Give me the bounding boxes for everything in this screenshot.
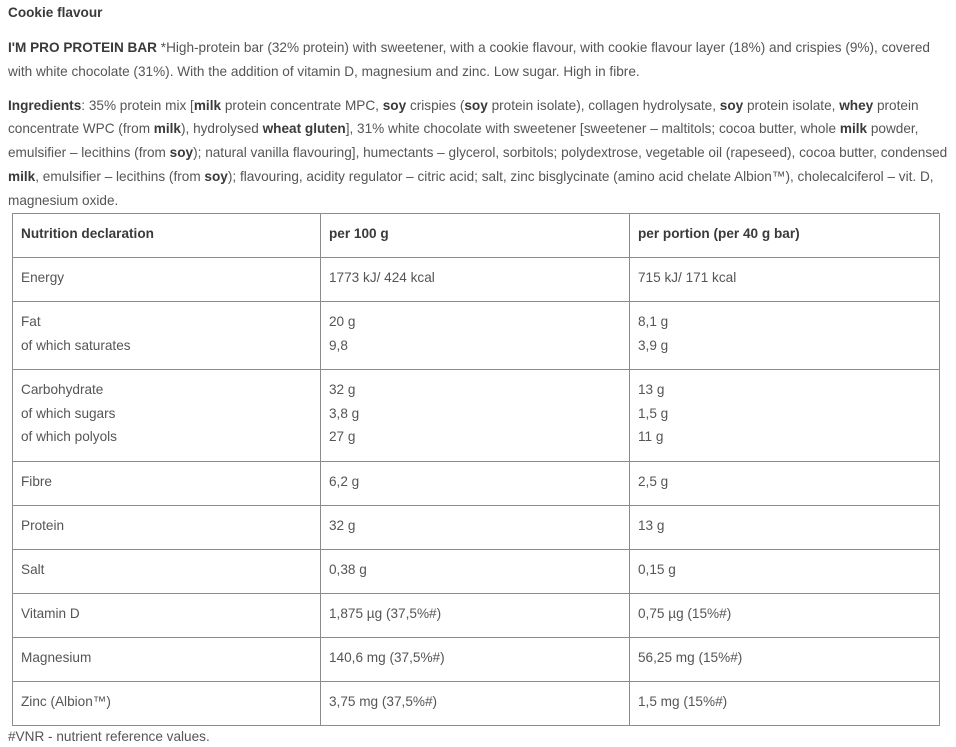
nutrient-label: Magnesium bbox=[21, 650, 92, 665]
ingredients-text: crispies ( bbox=[406, 97, 465, 113]
per-100g-value: 3,75 mg (37,5%#) bbox=[329, 694, 438, 709]
per-portion-value: 3,9 g bbox=[638, 337, 669, 353]
nutrition-row bbox=[13, 302, 940, 370]
per-portion-value: 11 g bbox=[638, 429, 664, 445]
per-100g-cell bbox=[321, 638, 630, 682]
nutrition-row bbox=[13, 462, 940, 506]
ingredients-text: ); flavouring, acidity regulator – citric acid; salt, zinc bisglycinate (amino acid chelate Albion™), cholecalciferol – vit. D, magnesium oxide. bbox=[8, 168, 934, 208]
allergen-highlight: soy bbox=[464, 97, 488, 113]
ingredients-label: Ingredients bbox=[8, 97, 82, 113]
nutrient-label: Zinc (Albion™) bbox=[21, 694, 111, 709]
per-100g-value: 1773 kJ/ 424 kcal bbox=[329, 270, 435, 285]
per-portion-cell bbox=[630, 258, 940, 302]
nutrient-label: Carbohydrate bbox=[21, 382, 104, 397]
per-portion-value: 0,15 g bbox=[638, 562, 676, 577]
nutrition-body bbox=[13, 258, 940, 726]
nutrient-label-cell bbox=[13, 258, 321, 302]
ingredients-text: powder, emulsifier – lecithins (from bbox=[8, 121, 919, 161]
nutrition-row bbox=[13, 370, 940, 462]
ingredients-text: ], 31% white chocolate with sweetener [sweetener – maltitols; cocoa butter, whole bbox=[345, 121, 840, 137]
per-portion-value: 1,5 g bbox=[638, 405, 669, 421]
nutrient-label-cell bbox=[13, 462, 321, 506]
per-100g-value: 3,8 g bbox=[329, 405, 360, 421]
allergen-highlight: soy bbox=[719, 97, 744, 113]
per-portion-value: 13 g bbox=[638, 518, 665, 533]
ingredients-text: protein concentrate MPC, bbox=[221, 97, 383, 113]
ingredients-text: protein isolate, bbox=[743, 97, 840, 113]
product-description-text: *High-protein bar (32% protein) with sweetener, with a cookie flavour, with cookie flavour layer (18%) and crispies (9%), covered with white chocolate (31%). With the addition of vitamin D, magnesium and zinc. Low sugar. High in fibre. bbox=[8, 40, 930, 79]
allergen-highlight: soy bbox=[169, 145, 194, 161]
nutrient-label-cell bbox=[13, 506, 321, 550]
header-nutrition-declaration: Nutrition declaration bbox=[13, 214, 321, 258]
ingredients-text: : 35% protein mix [ bbox=[81, 97, 194, 113]
ingredients-text: ), hydrolysed bbox=[181, 121, 263, 137]
per-100g-cell bbox=[321, 302, 630, 370]
nutrient-label-cell bbox=[13, 594, 321, 638]
allergen-highlight: whey bbox=[839, 97, 874, 113]
nutrient-label: Vitamin D bbox=[21, 606, 80, 621]
per-100g-value: 20 g bbox=[329, 314, 356, 329]
ingredients-body bbox=[8, 98, 947, 208]
per-100g-cell bbox=[321, 258, 630, 302]
allergen-highlight: milk bbox=[193, 97, 222, 113]
per-100g-cell bbox=[321, 550, 630, 594]
per-portion-value: 2,5 g bbox=[638, 474, 669, 489]
nutrient-label-cell bbox=[13, 302, 321, 370]
nutrient-label: Fibre bbox=[21, 474, 52, 489]
product-name: I'M PRO PROTEIN BAR bbox=[8, 40, 157, 55]
header-per-100g: per 100 g bbox=[321, 214, 630, 258]
nutrient-label: Protein bbox=[21, 518, 65, 533]
flavour-heading: Cookie flavour bbox=[8, 5, 103, 20]
ingredients-text: , emulsifier – lecithins (from bbox=[35, 168, 205, 184]
per-portion-cell bbox=[630, 550, 940, 594]
per-portion-cell bbox=[630, 594, 940, 638]
allergen-highlight: milk bbox=[153, 121, 181, 137]
nutrition-header-row bbox=[13, 214, 940, 258]
per-portion-value: 56,25 mg (15%#) bbox=[638, 650, 743, 665]
per-portion-value: 8,1 g bbox=[638, 314, 669, 329]
nutrient-label: Salt bbox=[21, 562, 45, 577]
nutrient-label: Fat bbox=[21, 314, 41, 329]
per-100g-cell bbox=[321, 462, 630, 506]
nutrient-label-cell bbox=[13, 370, 321, 462]
per-portion-cell bbox=[630, 462, 940, 506]
nutrient-label: of which polyols bbox=[21, 429, 117, 445]
per-100g-value: 9,8 bbox=[329, 337, 348, 353]
nutrient-label-cell bbox=[13, 682, 321, 726]
per-portion-cell bbox=[630, 682, 940, 726]
allergen-highlight: soy bbox=[204, 168, 228, 184]
per-portion-value: 13 g bbox=[638, 382, 665, 397]
per-100g-cell bbox=[321, 594, 630, 638]
per-100g-value: 27 g bbox=[329, 429, 356, 445]
nutrition-row bbox=[13, 682, 940, 726]
nutrition-row bbox=[13, 594, 940, 638]
ingredients-list bbox=[8, 94, 948, 213]
per-100g-cell bbox=[321, 370, 630, 462]
nutrition-row bbox=[13, 550, 940, 594]
per-100g-cell bbox=[321, 506, 630, 550]
footnote: #VNR - nutrient reference values. bbox=[8, 729, 210, 744]
per-portion-cell bbox=[630, 506, 940, 550]
per-portion-cell bbox=[630, 370, 940, 462]
per-portion-cell bbox=[630, 638, 940, 682]
nutrition-row bbox=[13, 638, 940, 682]
nutrient-label: Energy bbox=[21, 270, 65, 285]
ingredients-text: protein concentrate WPC (from bbox=[8, 97, 919, 137]
nutrient-label: of which sugars bbox=[21, 405, 116, 421]
per-100g-value: 140,6 mg (37,5%#) bbox=[329, 650, 445, 665]
nutrition-row bbox=[13, 506, 940, 550]
nutrient-label: of which saturates bbox=[21, 337, 131, 353]
per-portion-value: 715 kJ/ 171 kcal bbox=[638, 270, 737, 285]
nutrition-table bbox=[12, 213, 940, 726]
allergen-highlight: wheat gluten bbox=[262, 121, 346, 137]
product-description bbox=[8, 36, 948, 84]
nutrition-row bbox=[13, 258, 940, 302]
header-per-portion: per portion (per 40 g bar) bbox=[630, 214, 940, 258]
ingredients-text: protein isolate), collagen hydrolysate, bbox=[487, 97, 720, 113]
allergen-highlight: milk bbox=[839, 121, 868, 137]
ingredients-text: ); natural vanilla flavouring], humectants – glycerol, sorbitols; polydextrose, vegetable oil (rapeseed), cocoa butter, condensed bbox=[193, 145, 948, 161]
per-100g-value: 1,875 µg (37,5%#) bbox=[329, 606, 442, 621]
per-100g-value: 6,2 g bbox=[329, 474, 360, 489]
per-portion-value: 0,75 µg (15%#) bbox=[638, 606, 732, 621]
per-portion-value: 1,5 mg (15%#) bbox=[638, 694, 728, 709]
allergen-highlight: soy bbox=[382, 97, 407, 113]
allergen-highlight: milk bbox=[8, 168, 36, 184]
per-100g-value: 32 g bbox=[329, 382, 356, 397]
per-portion-cell bbox=[630, 302, 940, 370]
nutrient-label-cell bbox=[13, 638, 321, 682]
per-100g-cell bbox=[321, 682, 630, 726]
per-100g-value: 32 g bbox=[329, 518, 356, 533]
nutrient-label-cell bbox=[13, 550, 321, 594]
per-100g-value: 0,38 g bbox=[329, 562, 367, 577]
